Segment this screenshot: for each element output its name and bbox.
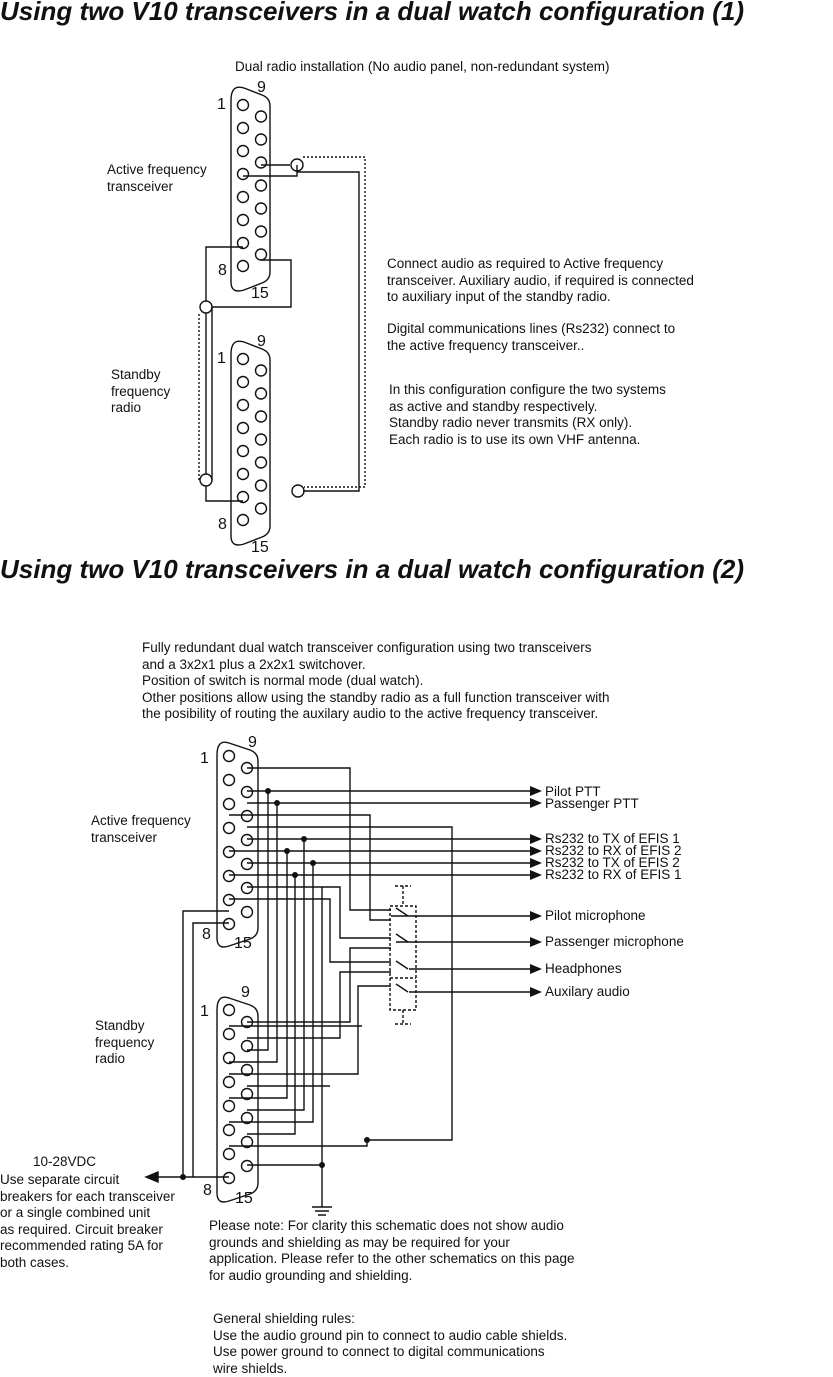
junction-2 [274, 800, 280, 806]
s1-c2-pin-8 [238, 515, 249, 526]
s1-wire-ground [212, 260, 291, 307]
s1-c2-pin-9 [256, 365, 267, 376]
s2-c1-pin1: 1 [200, 750, 209, 767]
s2-standby-label: Standby frequency radio [95, 1018, 155, 1066]
s2-connector1-shell [217, 742, 258, 947]
s2-wire-g [247, 972, 391, 1038]
s2-c2-pin-5 [224, 1101, 235, 1112]
s1-c2-pin-1 [238, 354, 249, 365]
s2-c2-pin-7 [224, 1149, 235, 1160]
s1-c1-pin-12 [256, 180, 267, 191]
s2-c2-pin-15 [242, 1161, 253, 1172]
junction-4 [284, 848, 290, 854]
s1-c2-pin-15 [256, 503, 267, 514]
s1-note-config: In this configuration configure the two systems as active and standby respectively. Standby radio never transmits (RX only). Each radio is to use its own VHF antenna. [389, 382, 666, 447]
s2-c1-pin8: 8 [202, 926, 211, 943]
section2-heading: Using two V10 transceivers in a dual watch configuration (2) [0, 554, 745, 584]
s1-c2-pin9: 9 [257, 333, 266, 350]
arrow-efis1-rx [530, 870, 542, 880]
arrow-headphones [530, 964, 542, 974]
s1-note-digital: Digital communications lines (Rs232) connect to the active frequency transceiver.. [387, 321, 676, 353]
s1-c1-pin-6 [238, 215, 249, 226]
out-auxilary-audio: Auxilary audio [545, 984, 630, 999]
s2-c1-pin-7 [224, 895, 235, 906]
s2-c1-pin-12 [242, 835, 253, 846]
s1-c2-pin15: 15 [251, 539, 269, 556]
s1-wire-power-a [206, 247, 243, 301]
s2-wire-a [247, 768, 391, 910]
arrow-pilot-mic [530, 911, 542, 921]
power-voltage: 10-28VDC [33, 1154, 97, 1169]
s1-c2-pin-11 [256, 411, 267, 422]
s2-c1-pin-15 [242, 907, 253, 918]
s2-c2-pin1: 1 [200, 1003, 209, 1020]
s2-c2-pin-14 [242, 1137, 253, 1148]
s2-c2-pin-4 [224, 1077, 235, 1088]
s2-c1-pin-5 [224, 847, 235, 858]
s2-arrows [530, 786, 542, 997]
s2-c2-pin-13 [242, 1113, 253, 1124]
s1-c1-pin9: 9 [257, 79, 266, 96]
s2-wire-power [150, 923, 229, 1177]
s2-wire-f [247, 948, 391, 1022]
s1-c1-pin-13 [256, 203, 267, 214]
s1-standby-label: Standby frequency radio [111, 367, 171, 415]
s2-bus-4 [229, 851, 287, 1098]
s1-c1-pin-2 [238, 123, 249, 134]
s1-splice-left-bottom [200, 474, 212, 486]
s2-connector2-shell [217, 997, 258, 1202]
s2-connector2-pins [224, 1005, 253, 1184]
s1-c2-pin-2 [238, 377, 249, 388]
arrow-passenger-mic [530, 937, 542, 947]
out-rs232-rx-efis2: Rs232 to RX of EFIS 2 [545, 843, 682, 858]
junction-8 [319, 1162, 325, 1168]
s2-c1-pin9: 9 [248, 734, 257, 751]
s2-c1-pin-1 [224, 751, 235, 762]
s1-c1-pin-15 [256, 249, 267, 260]
s2-c1-pin-10 [242, 787, 253, 798]
section1-subtitle: Dual radio installation (No audio panel, non-redundant system) [235, 59, 610, 74]
junction-3 [301, 836, 307, 842]
s1-connector1-pins [238, 100, 267, 272]
out-rs232-tx-efis2: Rs232 to TX of EFIS 2 [545, 855, 680, 870]
s1-c1-pin-4 [238, 169, 249, 180]
arrow-efis2-tx [530, 858, 542, 868]
s1-c1-pin-5 [238, 192, 249, 203]
s2-c2-pin15: 15 [235, 1190, 253, 1207]
s2-c2-pin-8 [224, 1173, 235, 1184]
out-pilot-ptt: Pilot PTT [545, 784, 601, 799]
s2-c2-pin-10 [242, 1041, 253, 1052]
s2-active-label: Active frequency transceiver [91, 813, 191, 845]
section2-description: Fully redundant dual watch transceiver configuration using two transceivers and a 3x2x1 plus a 2x2x1 switchover. Position of switch is normal mode (dual watch). Other positions allow using the standby radio as a full function transceiver with the posibility of routing the auxilary audio to the active frequency transceiver. [142, 640, 610, 721]
s1-c2-pin-10 [256, 388, 267, 399]
s1-c1-pin-3 [238, 146, 249, 157]
s2-bus-2 [229, 803, 277, 1062]
power-note: Use separate circuit breakers for each transceiver or a single combined unit as required. Circuit breaker recommended rating 5A for both cases. [0, 1172, 175, 1270]
s2-c2-pin-11 [242, 1065, 253, 1076]
shielding-rules: General shielding rules: Use the audio ground pin to connect to audio cable shields. Use power ground to connect to digital communications wire shields. [213, 1311, 568, 1376]
s1-c2-pin-5 [238, 446, 249, 457]
arrow-aux [530, 987, 542, 997]
junction-6 [292, 872, 298, 878]
s2-c2-pin-12 [242, 1089, 253, 1100]
s2-wire-k [229, 1140, 367, 1146]
s2-ground-symbol [312, 1207, 332, 1215]
junction-1 [265, 788, 271, 794]
clarity-note: Please note: For clarity this schematic does not show audio grounds and shielding as may be required for your application. Please refer to the other schematics on this page for audio grounding and shielding. [209, 1218, 575, 1283]
s2-wire-ground [247, 1165, 322, 1207]
s1-c2-pin-4 [238, 423, 249, 434]
s2-switch-actuator [395, 886, 411, 1024]
s1-shield-dashed [303, 157, 365, 487]
s2-wire-h [229, 986, 391, 1074]
out-pilot-microphone: Pilot microphone [545, 908, 646, 923]
s2-c2-pin-1 [224, 1005, 235, 1016]
s1-c1-pin-10 [256, 134, 267, 145]
section1-schematic [0, 0, 833, 560]
s1-c1-pin-14 [256, 226, 267, 237]
s2-wire-e [247, 827, 452, 1140]
junction-7 [364, 1137, 370, 1143]
s2-c2-pin-3 [224, 1053, 235, 1064]
s2-c2-pin-9 [242, 1017, 253, 1028]
s2-bus-6 [247, 875, 295, 1134]
s1-splice-left-top [200, 301, 212, 313]
s2-switch-box [390, 906, 416, 1010]
s1-c1-pin-8 [238, 261, 249, 272]
out-passenger-ptt: Passenger PTT [545, 796, 639, 811]
s2-c1-pin-13 [242, 859, 253, 870]
s1-active-label: Active frequency transceiver [107, 162, 207, 194]
s1-c2-pin-13 [256, 457, 267, 468]
s2-connector1-pins [224, 751, 253, 930]
s1-c2-pin-12 [256, 434, 267, 445]
s1-c2-pin-6 [238, 469, 249, 480]
s2-bus-1 [247, 791, 268, 1050]
s1-c2-pin1: 1 [217, 350, 226, 367]
junction-9 [180, 1174, 186, 1180]
s1-c2-pin8: 8 [218, 516, 227, 533]
s1-c1-pin-11 [256, 157, 267, 168]
s2-c2-pin-6 [224, 1125, 235, 1136]
s1-c1-pin-9 [256, 111, 267, 122]
s2-c1-pin15: 15 [234, 935, 252, 952]
s2-c1-pin-6 [224, 871, 235, 882]
s2-c1-pin-8 [224, 919, 235, 930]
s1-splice-bottom [292, 485, 304, 497]
s2-c1-pin-4 [224, 823, 235, 834]
s1-c2-pin-3 [238, 400, 249, 411]
s1-connector2-shell [231, 341, 270, 545]
s2-wire-c [247, 887, 391, 938]
s2-c2-pin-2 [224, 1029, 235, 1040]
s1-c1-pin15: 15 [251, 285, 269, 302]
s2-c1-pin-11 [242, 811, 253, 822]
out-headphones: Headphones [545, 961, 622, 976]
s2-wire-power-2 [183, 911, 229, 1177]
s1-c1-pin8: 8 [218, 262, 227, 279]
s2-switch-contacts [396, 908, 408, 992]
out-passenger-microphone: Passenger microphone [545, 934, 684, 949]
s2-wire-d [229, 899, 391, 962]
s1-note-audio: Connect audio as required to Active frequency transceiver. Auxiliary audio, if required is connected to auxiliary input of the standby radio. [387, 256, 694, 304]
arrow-efis1-tx [530, 834, 542, 844]
s1-c2-pin-14 [256, 480, 267, 491]
s1-wire-rs232-link [297, 172, 359, 491]
s2-c2-pin8: 8 [203, 1182, 212, 1199]
s2-bus-3 [247, 839, 304, 1110]
s2-c2-pin9: 9 [241, 984, 250, 1001]
s2-c1-pin-9 [242, 763, 253, 774]
section1-heading: Using two V10 transceivers in a dual watch configuration (1) [0, 0, 745, 26]
s2-c1-pin-3 [224, 799, 235, 810]
arrow-efis2-rx [530, 846, 542, 856]
arrow-pilot-ptt [530, 786, 542, 796]
arrow-passenger-ptt [530, 798, 542, 808]
out-rs232-tx-efis1: Rs232 to TX of EFIS 1 [545, 831, 680, 846]
s2-c1-pin-14 [242, 883, 253, 894]
out-rs232-rx-efis1: Rs232 to RX of EFIS 1 [545, 867, 682, 882]
junction-5 [310, 860, 316, 866]
s1-c1-pin1: 1 [217, 96, 226, 113]
s1-c1-pin-1 [238, 100, 249, 111]
s2-wire-b [229, 815, 391, 920]
s2-c1-pin-2 [224, 775, 235, 786]
s1-connector2-pins [238, 354, 267, 526]
